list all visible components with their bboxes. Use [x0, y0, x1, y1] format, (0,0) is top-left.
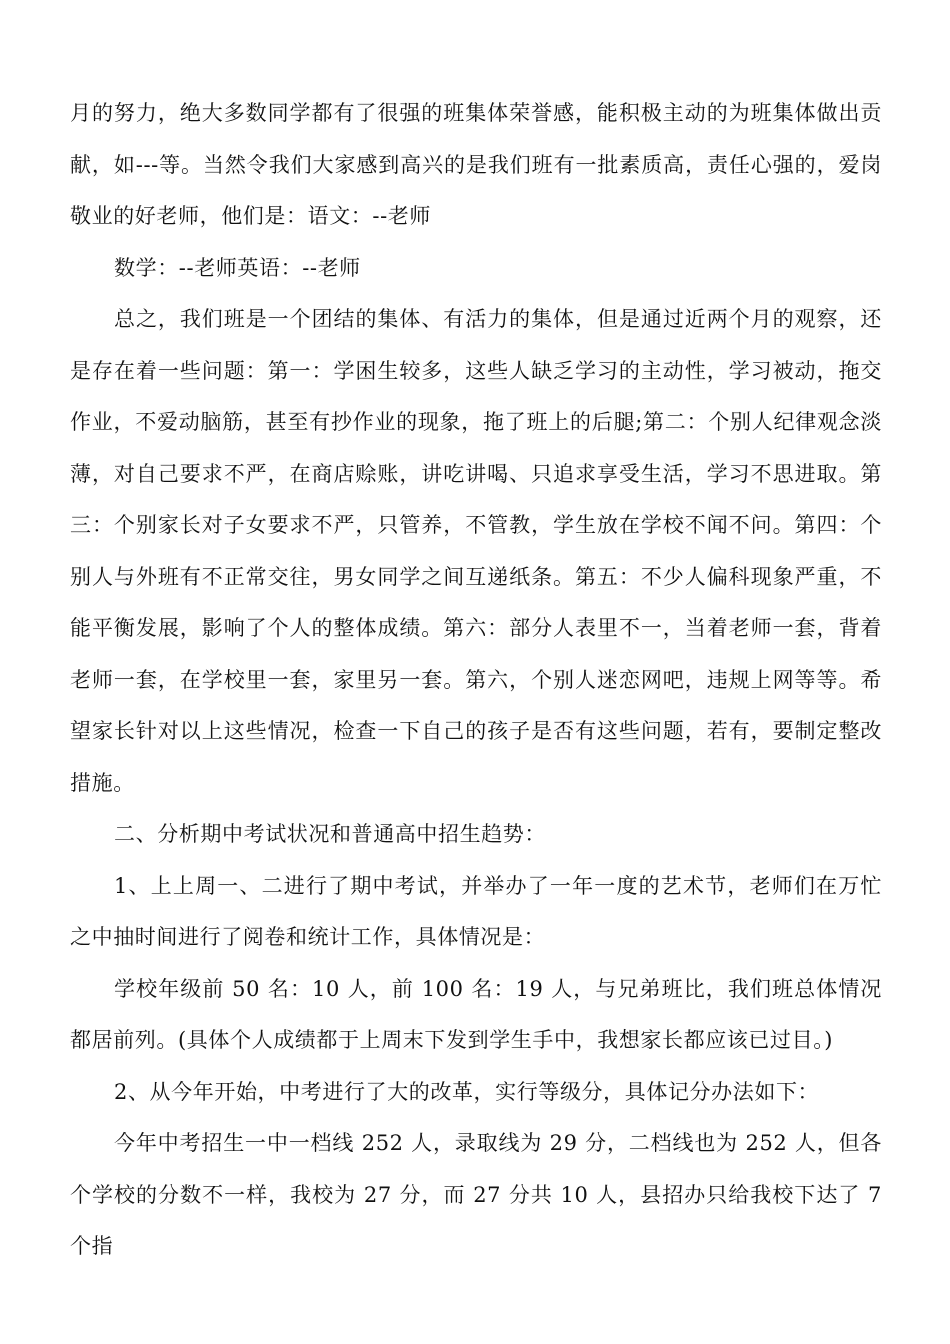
paragraph-exam-reform: 2、从今年开始，中考进行了大的改革，实行等级分，具体记分办法如下： [114, 1079, 820, 1104]
paragraph-class-honor: 月的努力，绝大多数同学都有了很强的班集体荣誉感，能积极主动的为班集体做出贡献，如---等。当然令我们大家感到高兴的是我们班有一批素质高，责任心强的，爱岗敬业的好老师，他们是：语文：--老师 [70, 101, 882, 228]
paragraph-ranking: 学校年级前 50 名：10 人，前 100 名：19 人，与兄弟班比，我们班总体情况都居前列。(具体个人成绩都于上周末下发到学生手中，我想家长都应该已过目。) [70, 976, 882, 1052]
paragraph-midterm-exam: 1、上上周一、二进行了期中考试，并举办了一年一度的艺术节，老师们在万忙之中抽时间进行了阅卷和统计工作，具体情况是： [70, 873, 882, 949]
document-body [70, 88, 882, 1273]
paragraph-enrollment: 今年中考招生一中一档线 252 人，录取线为 29 分，二档线也为 252 人，但各个学校的分数不一样，我校为 27 分，而 27 分共 10 人，县招办只给我校下达了 7 个指 [70, 1131, 882, 1258]
paragraph-problems: 总之，我们班是一个团结的集体、有活力的集体，但是通过近两个月的观察，还是存在着一些问题：第一：学困生较多，这些人缺乏学习的主动性，学习被动，拖交作业，不爱动脑筋，甚至有抄作业的现象，拖了班上的后腿;第二：个别人纪律观念淡薄，对自己要求不严，在商店赊账，讲吃讲喝、只追求享受生活，学习不思进取。第三：个别家长对子女要求不严，只管养，不管教，学生放在学校不闻不问。第四：个别人与外班有不正常交往，男女同学之间互递纸条。第五：不少人偏科现象严重，不能平衡发展，影响了个人的整体成绩。第六：部分人表里不一，当着老师一套，背着老师一套，在学校里一套，家里另一套。第六，个别人迷恋网吧，违规上网等等。希望家长针对以上这些情况，检查一下自己的孩子是否有这些问题，若有，要制定整改措施。 [70, 307, 882, 795]
section-heading-exam-analysis: 二、分析期中考试状况和普通高中招生趋势： [114, 822, 546, 846]
paragraph-teachers: 数学：--老师英语：--老师 [114, 255, 361, 280]
